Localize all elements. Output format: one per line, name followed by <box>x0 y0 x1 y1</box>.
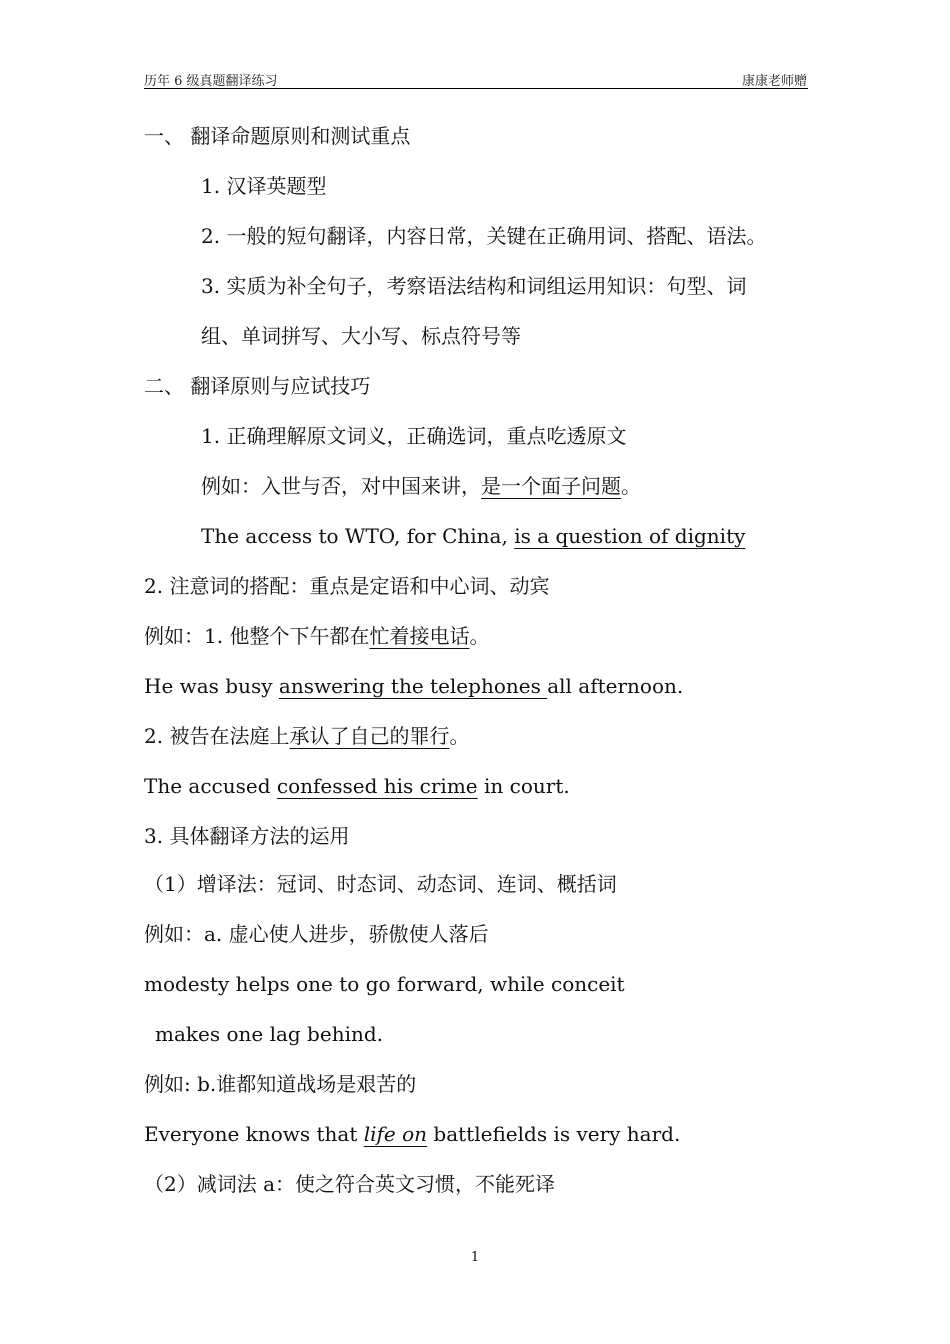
section-heading-2: 二、 翻译原则与应试技巧 <box>144 374 371 398</box>
example-english: modesty helps one to go forward, while conceit <box>144 972 625 996</box>
example-english: The access to WTO, for China, is a question of dignity <box>201 524 746 548</box>
underlined-phrase: 忙着接电话 <box>369 624 470 648</box>
section-heading-1: 一、 翻译命题原则和测试重点 <box>144 124 411 148</box>
example-english-continuation: makes one lag behind. <box>155 1022 384 1046</box>
example-chinese: 例如：a. 虚心使人进步，骄傲使人落后 <box>144 922 489 946</box>
underlined-phrase: answering the telephones <box>278 674 548 698</box>
header-author: 康康老师赠 <box>741 74 807 89</box>
header-title: 历年 6 级真题翻译练习 <box>144 74 278 89</box>
subheading: 3. 具体翻译方法的运用 <box>144 824 350 848</box>
list-item: 3. 实质为补全句子，考察语法结构和词组运用知识：句型、词 <box>201 274 747 298</box>
example-english: Everyone knows that life on battlefields is very hard. <box>144 1122 681 1146</box>
header-rule <box>144 88 808 89</box>
page-number: 1 <box>470 1250 480 1265</box>
underlined-phrase: life on <box>363 1122 428 1146</box>
example-chinese: 例如：入世与否，对中国来讲，是一个面子问题。 <box>201 474 641 498</box>
list-item: 2. 一般的短句翻译，内容日常，关键在正确用词、搭配、语法。 <box>201 224 767 248</box>
example-english: He was busy answering the telephones all afternoon. <box>144 674 684 698</box>
list-item: 1. 汉译英题型 <box>201 174 327 198</box>
example-english: The accused confessed his crime in court. <box>144 774 570 798</box>
underlined-phrase: is a question of dignity <box>514 524 746 548</box>
subheading: 2. 注意词的搭配：重点是定语和中心词、动宾 <box>144 574 550 598</box>
underlined-phrase: 承认了自己的罪行 <box>289 724 450 748</box>
list-item: 1. 正确理解原文词义，正确选词，重点吃透原文 <box>201 424 627 448</box>
method-heading: （1）增译法：冠词、时态词、动态词、连词、概括词 <box>144 872 617 896</box>
example-chinese: 2. 被告在法庭上承认了自己的罪行。 <box>144 724 470 748</box>
underlined-phrase: confessed his crime <box>276 774 478 798</box>
underlined-phrase: 是一个面子问题 <box>481 474 621 498</box>
example-chinese: 例如: b.谁都知道战场是艰苦的 <box>144 1072 417 1096</box>
example-chinese: 例如：1. 他整个下午都在忙着接电话。 <box>144 624 490 648</box>
method-heading: （2）减词法 a：使之符合英文习惯，不能死译 <box>144 1172 556 1196</box>
list-item-continuation: 组、单词拼写、大小写、标点符号等 <box>201 324 521 348</box>
